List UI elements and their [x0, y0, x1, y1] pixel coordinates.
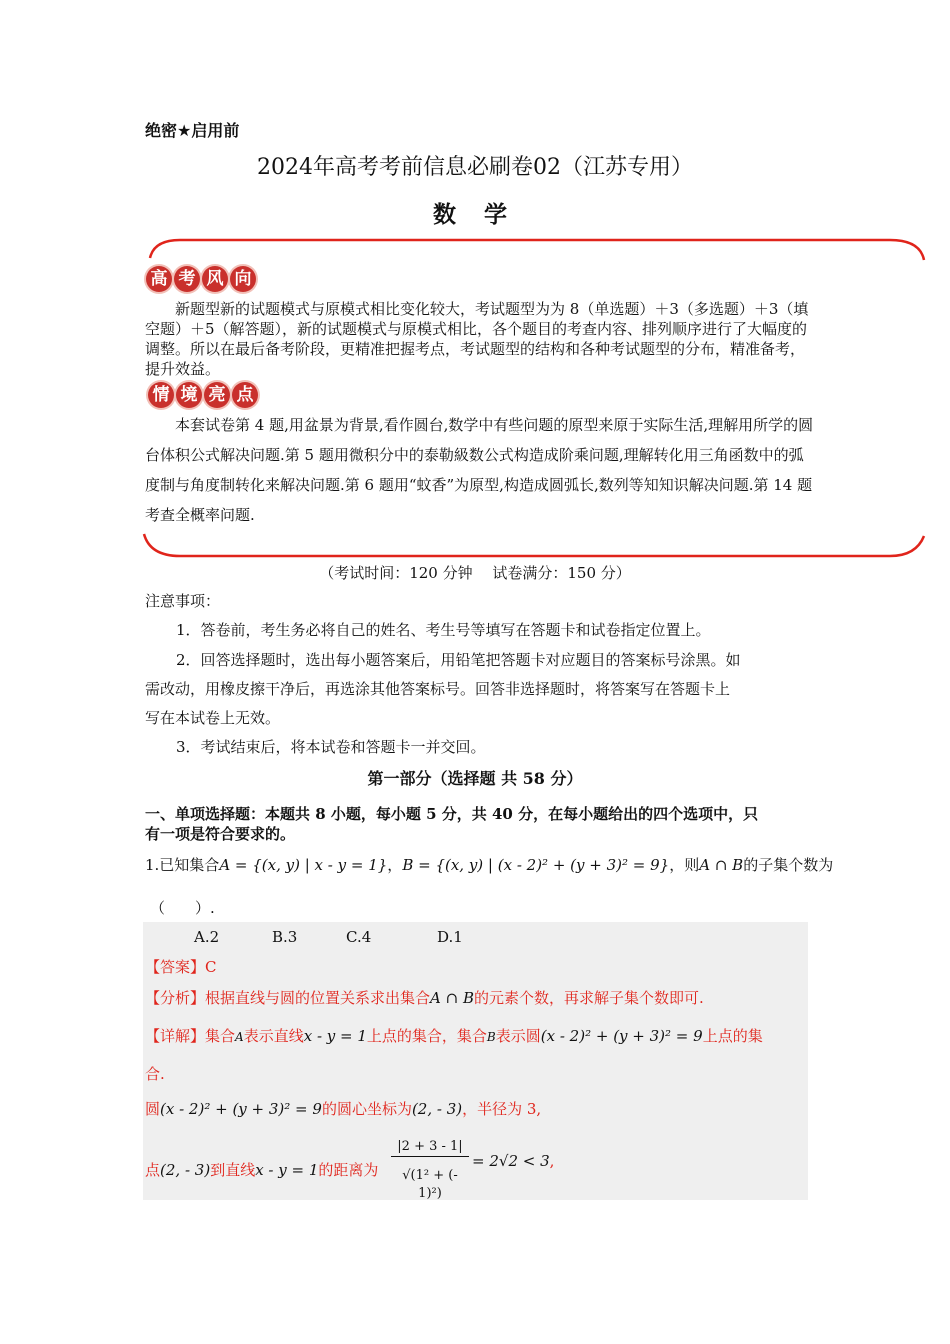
question-suffix: 的子集个数为 — [743, 856, 834, 874]
set-b-formula: B = {(x, y) | (x - 2)² + (y + 3)² = 9} — [402, 856, 670, 874]
answer-line — [145, 957, 217, 977]
set-a-formula: A = {(x, y) | x - y = 1} — [219, 856, 388, 874]
section-heading-cont: 有一项是符合要求的。 — [145, 825, 296, 843]
scenario-paragraph: 本套试卷第 4 题,用盆景为背景,看作圆台,数学中有些问题的原型来原于实际生活,理解用所学的圆台体积公式解决问题.第 5 题用微积分中的泰勒級数公式构造成阶乘问题,理解转化用三角函数中的弧度制与角度制转化来解决问题.第 6 题用“蚊香”为原型,构造成圆弧长,数列等知知识解决问题.第 14 题考查全概率问题. — [145, 416, 814, 524]
distance-end: , — [549, 1152, 555, 1170]
part1-title: 第一部分（选择题 共 58 分） — [367, 769, 583, 788]
center-point: (2, - 3) — [411, 1100, 463, 1118]
badge-char: 向 — [230, 266, 256, 292]
distance-line-formula: x - y = 1 — [255, 1161, 319, 1179]
detail-line-formula: x - y = 1 — [303, 1027, 367, 1045]
note-item-2-end: 写在本试卷上无效。 — [145, 709, 281, 727]
distance-line — [145, 1160, 378, 1180]
analysis-text: 根据直线与圆的位置关系求出集合 — [205, 989, 431, 1007]
detail-text: 上点的集 — [702, 1027, 763, 1045]
detail-text: 上点的集合，集合 — [366, 1027, 487, 1045]
trend-paragraph: 新题型新的试题模式与原模式相比变化较大，考试题型为为 8（单选题）＋3（多选题）＋3（填空题）＋5（解答题），新的试题模式与原模式相比，各个题目的考查内容、排列顺序进行了大幅度的调整。所以在最后备考阶段，更精准把握考点，考试题型的结构和各种考试题型的分布，精准备考，提升效益。 — [145, 300, 809, 378]
distance-text: 的距离为 — [318, 1161, 379, 1179]
question-1 — [145, 855, 833, 875]
detail-text: 集合 — [205, 1027, 236, 1045]
distance-text: 到直线 — [210, 1161, 256, 1179]
badge-char: 境 — [176, 382, 202, 408]
answer-value: C — [205, 958, 217, 976]
comma: ， — [387, 856, 403, 874]
secret-label: 绝密★启用前 — [145, 121, 240, 140]
exam-info: （考试时间：120 分钟 试卷满分：150 分） — [319, 564, 631, 582]
distance-result — [472, 1152, 554, 1170]
answer-label: 【答案】 — [145, 958, 206, 976]
fraction-numerator: |2 + 3 - 1| — [391, 1138, 469, 1157]
distance-result-formula: = 2√2 < 3 — [472, 1152, 550, 1170]
subject-title: 数 学 — [432, 201, 517, 228]
note-item-3: 3．考试结束后，将本试卷和答题卡一并交回。 — [176, 738, 486, 756]
section-heading: 一、单项选择题：本题共 8 小题，每小题 5 分，共 40 分，在每小题给出的四个选项中，只 — [145, 805, 759, 823]
notes-heading: 注意事项： — [145, 592, 221, 610]
detail-circle-formula: (x - 2)² + (y + 3)² = 9 — [540, 1027, 703, 1045]
note-item-2-cont: 需改动，用橡皮擦干净后，再选涂其他答案标号。回答非选择题时，将答案写在答题卡上 — [145, 680, 731, 698]
badge-char: 亮 — [204, 382, 230, 408]
center-text: 的圆心坐标为 — [321, 1100, 412, 1118]
badge-gaokao-trend — [146, 266, 256, 292]
detail-text: 表示直线 — [243, 1027, 304, 1045]
badge-char: 情 — [148, 382, 174, 408]
center-text: 圆 — [145, 1100, 161, 1118]
center-circle-formula: (x - 2)² + (y + 3)² = 9 — [160, 1100, 322, 1118]
center-line — [145, 1099, 541, 1119]
note-item-1: 1．答卷前，考生务必将自己的姓名、考生号等填写在答题卡和试卷指定位置上。 — [176, 621, 711, 639]
answer-paren: （ ）. — [150, 899, 215, 917]
badge-char: 风 — [202, 266, 228, 292]
then-text: ，则 — [669, 856, 700, 874]
option-b: B.3 — [272, 928, 298, 946]
option-c: C.4 — [346, 928, 372, 946]
detail-line-end: 合. — [145, 1065, 165, 1083]
detail-line — [145, 1026, 763, 1047]
badge-scenario-highlight — [148, 382, 258, 408]
intersection-formula: A ∩ B — [699, 856, 744, 874]
detail-text: 表示圆 — [495, 1027, 541, 1045]
note-item-2: 2．回答选择题时，选出每小题答案后，用铅笔把答题卡对应题目的答案标号涂黑。如 — [176, 651, 741, 669]
fraction-denominator: √(1² + (- 1)²) — [402, 1168, 458, 1201]
analysis-line — [145, 988, 704, 1008]
analysis-text-end: 的元素个数，再求解子集个数即可. — [474, 989, 704, 1007]
detail-set-b: B — [486, 1030, 496, 1044]
option-d: D.1 — [437, 928, 463, 946]
question-prefix: 1.已知集合 — [145, 856, 220, 874]
option-a: A.2 — [194, 928, 220, 946]
paper-title: 2024年高考考前信息必刷卷02（江苏专用） — [257, 155, 693, 180]
distance-text: 点 — [145, 1161, 161, 1179]
badge-char: 高 — [146, 266, 172, 292]
analysis-label: 【分析】 — [145, 989, 206, 1007]
badge-char: 点 — [232, 382, 258, 408]
detail-set-a: A — [235, 1030, 244, 1044]
distance-point: (2, - 3) — [160, 1161, 211, 1179]
detail-label: 【详解】 — [145, 1027, 206, 1045]
badge-char: 考 — [174, 266, 200, 292]
center-text: ，半径为 3, — [462, 1100, 542, 1118]
analysis-formula: A ∩ B — [430, 989, 474, 1007]
